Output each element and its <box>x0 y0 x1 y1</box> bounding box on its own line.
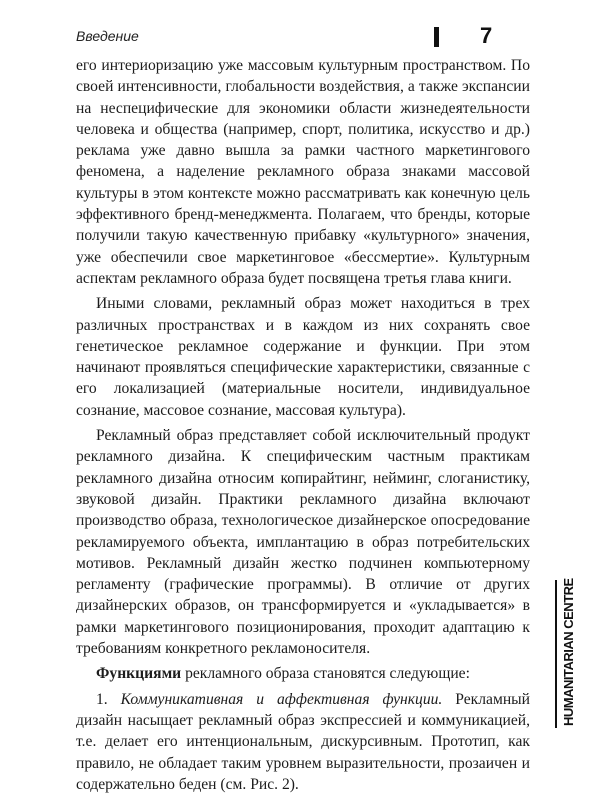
item-title: Коммуникативная и аффективная функции. <box>120 690 443 708</box>
body-text <box>76 55 530 795</box>
function-item-1 <box>76 689 530 795</box>
header-divider-bar <box>434 27 439 47</box>
page-number: 7 <box>480 23 493 48</box>
paragraph-continuation: его интериоризацию уже массовым культурным пространством. По своей интенсивности, глобальности воздействия, а также экспансии на неспецифические для экономики области жизнедеятельности человека и общества (например, спорт, политика, искусство и др.) реклама уже давно вышла за рамки частного маркетингового феномена, а наделение рекламного образа знаками массовой культуры в этом контексте можно рассматривать как конечную цель эффективного бренд-менеджмента. Полагаем, что бренды, которые получили такую качественную прибавку «культурного» значения, уже обеспечили свое маркетинговое «бессмертие». Культурным аспектам рекламного образа будет посвящена третья глава книги. <box>76 57 530 287</box>
chapter-title: Введение <box>76 28 139 44</box>
publisher-name: HUMANITARIAN CENTRE <box>561 578 576 726</box>
publisher-side-tab <box>555 580 581 728</box>
item-number: 1. <box>96 690 121 708</box>
functions-intro-text: рекламного образа становятся следующие: <box>181 665 470 683</box>
functions-intro <box>76 663 530 684</box>
paragraph: Иными словами, рекламный образ может находиться в трех различных пространствах и в каждом из них сохранять свое генетическое рекламное содержание и функции. При этом начинают проявляться специфические характеристики, связанные с его локализацией (материальные носители, индивидуальное сознание, массовое сознание, массовая культура). <box>76 295 530 419</box>
item-text: Рекламный дизайн насыщает рекламный образ экспрессией и коммуникацией, т.е. делает его интенциональным, дискурсивным. Прототип, как правило, не обладает таким уровнем выразительности, прозаичен и содержательно беден (см. Рис. 2). <box>76 690 530 793</box>
paragraph: Рекламный образ представляет собой исключительный продукт рекламного дизайна. К специфическим частным практикам рекламного дизайна относим копирайтинг, нейминг, слоганистику, звуковой дизайн. Практики рекламного дизайна включают производство образа, технологическое дизайнерское опосредование рекламируемого объекта, имплантацию в образ потребительских мотивов. Рекламный дизайн жестко подчинен компьютерному регламенту (графические программы). В отличие от других дизайнерских образов, он трансформируется и «укладывается» в рамки маркетингового позиционирования, проходит адаптацию к требованиям конкретного рекламоносителя. <box>76 427 530 658</box>
running-header <box>76 24 548 52</box>
functions-term: Функциями <box>96 665 182 683</box>
